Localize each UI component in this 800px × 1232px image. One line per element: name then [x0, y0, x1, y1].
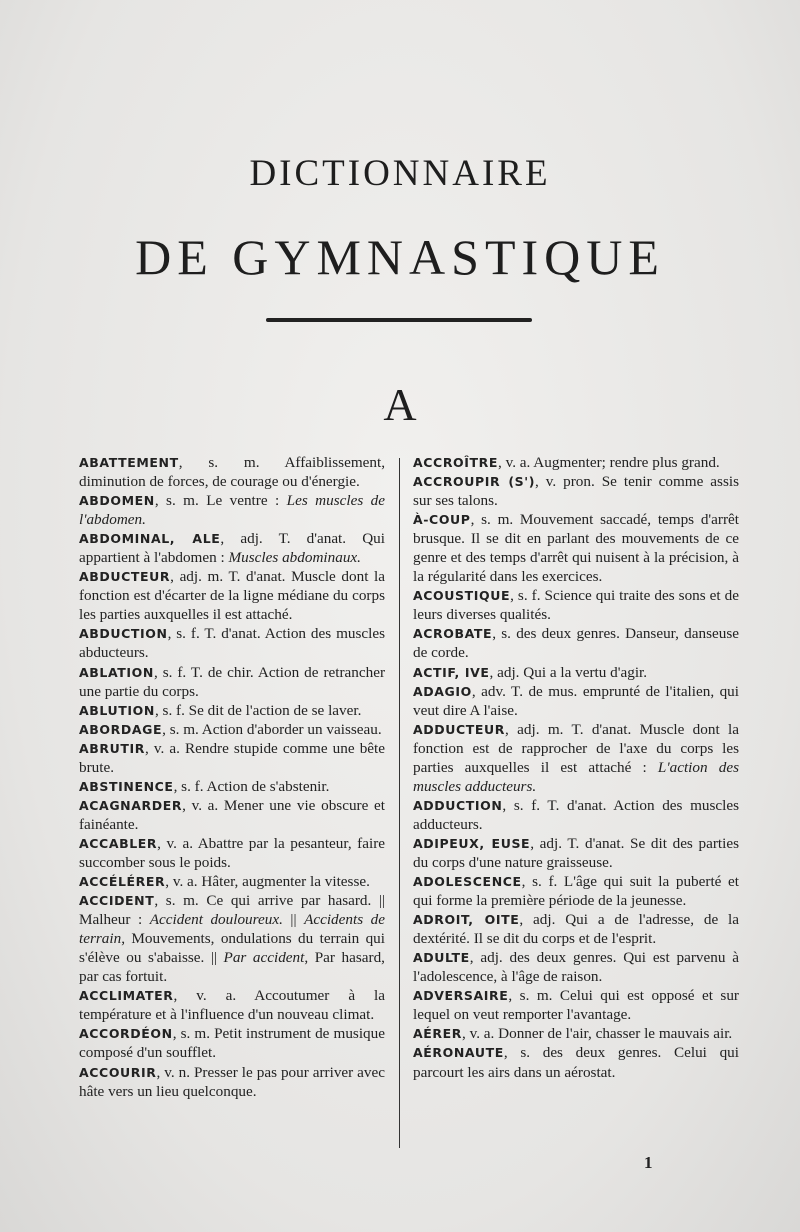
dictionary-entry	[79, 624, 385, 662]
entry-definition: , v. n. Presser le pas pour arriver avec hâte vers un lieu quelconque.	[79, 1063, 385, 1100]
entry-headword: ACCROÎTRE	[413, 455, 499, 470]
dictionary-entry	[79, 453, 385, 491]
dictionary-entry	[413, 948, 739, 986]
dictionary-entry	[413, 472, 739, 510]
entry-definition: , s. f. T. d'anat. Action des muscles abducteurs.	[79, 625, 385, 662]
dictionary-entry	[413, 586, 739, 624]
entry-definition: , s. m. Mouvement saccadé, temps d'arrêt brusque. Il se dit en parlant des mouvements de ce genre et des temps d'arrêt qui nuisent à la précision, à la régularité dans les exercices.	[413, 511, 739, 586]
entry-definition: , adj. Qui a de l'adresse, de la dextérité. Il se dit du corps et de l'esprit.	[413, 911, 740, 948]
entry-headword: ABDUCTEUR	[79, 569, 171, 585]
dictionary-title: DICTIONNAIRE	[249, 153, 551, 194]
entry-headword: À-COUP	[413, 512, 471, 528]
entry-headword: ADIPEUX, EUSE	[413, 835, 531, 851]
entry-headword: ACCLIMATER	[79, 988, 174, 1004]
entry-definition: , s. f. Science qui traite des sons et de leurs diverses qualités.	[413, 587, 739, 624]
entry-definition: , adj. Qui a la vertu d'agir.	[489, 663, 648, 681]
entry-headword: ADDUCTION	[413, 797, 503, 813]
page-number: 1	[644, 1153, 653, 1172]
dictionary-entry	[79, 1024, 385, 1062]
section-letter: A	[383, 379, 417, 430]
entry-headword: ABLUTION	[79, 702, 155, 718]
dictionary-entry	[79, 834, 385, 872]
title-rule	[266, 318, 532, 322]
dictionary-entry	[79, 567, 385, 624]
entry-headword: ABSTINENCE	[79, 778, 174, 794]
entry-example: L'action des muscles adducteurs.	[413, 758, 739, 795]
entry-definition: , s. m. Action d'aborder un vaisseau.	[162, 720, 382, 738]
entry-definition: , v. a. Augmenter; rendre plus grand.	[498, 454, 720, 471]
entry-headword: ADVERSAIRE	[413, 988, 509, 1004]
entry-example: Par accident	[223, 949, 305, 967]
entry-headword: ADDUCTEUR	[413, 721, 505, 737]
entry-headword: ACAGNARDER	[79, 797, 183, 813]
entry-definition: ||	[282, 911, 305, 929]
entry-definition: , s. m. Petit instrument de musique composé d'un soufflet.	[79, 1025, 385, 1062]
entry-definition: , adj. des deux genres. Qui est parvenu à l'adolescence, à l'âge de raison.	[413, 949, 739, 986]
entry-definition: , s. des deux genres. Danseur, danseuse de corde.	[413, 625, 739, 662]
dictionary-entry	[413, 872, 739, 910]
right-column	[413, 453, 739, 1082]
dictionary-entry	[79, 720, 385, 739]
entry-definition: , v. a. Mener une vie obscure et fainéante.	[79, 796, 385, 833]
entry-definition: , s. f. L'âge qui suit la puberté et qui forme la première période de la jeunesse.	[413, 873, 739, 910]
entry-definition: , adj. T. d'anat. Qui appartient à l'abdomen :	[79, 530, 385, 567]
entry-definition: , adv. T. de mus. emprunté de l'italien, qui veut dire A l'aise.	[413, 682, 739, 719]
dictionary-subtitle: DE GYMNASTIQUE	[135, 229, 665, 285]
dictionary-entry	[413, 986, 739, 1024]
entry-definition: , v. a. Accoutumer à la température et à l'influence d'un nouveau climat.	[79, 987, 385, 1024]
entry-example: Accident douloureux.	[149, 911, 283, 929]
dictionary-entry	[79, 739, 385, 777]
entry-definition: , adj. m. T. d'anat. Muscle dont la fonction est d'écarter de la ligne médiane du corps les parties auxquelles il est attaché.	[79, 568, 385, 624]
entry-headword: ACCIDENT	[79, 893, 155, 909]
dictionary-entry	[413, 1024, 739, 1043]
dictionary-entry	[79, 529, 385, 567]
entry-headword: ABORDAGE	[79, 721, 163, 737]
entry-example: Les muscles de l'abdomen.	[79, 492, 385, 529]
left-column	[79, 453, 385, 1101]
dictionary-entry	[79, 701, 385, 720]
entry-example: Muscles abdominaux.	[228, 549, 361, 567]
entry-headword: ADROIT, OITE	[413, 912, 520, 928]
dictionary-entry	[79, 796, 385, 834]
entry-headword: ACOUSTIQUE	[413, 588, 511, 604]
entry-definition: , s. f. Action de s'abstenir.	[173, 777, 330, 795]
entry-headword: ABRUTIR	[79, 740, 145, 756]
entry-headword: ABDOMEN	[79, 493, 155, 509]
dictionary-entry	[413, 720, 739, 796]
dictionary-entry	[79, 891, 385, 986]
entry-definition: , v. pron. Se tenir comme assis sur ses talons.	[413, 473, 739, 510]
entry-headword: ACTIF, IVE	[413, 664, 490, 680]
dictionary-entry	[79, 777, 385, 796]
entry-definition: , s. m. Celui qui est opposé et sur lequel on veut remporter l'avantage.	[413, 987, 739, 1024]
entry-headword: AÉRER	[413, 1026, 463, 1042]
entry-headword: ACCABLER	[79, 835, 158, 851]
dictionary-entry	[79, 663, 385, 701]
entry-definition: , s. f. T. de chir. Action de retrancher une partie du corps.	[79, 663, 385, 700]
entry-definition: , s. des deux genres. Celui qui parcourt les airs dans un aérostat.	[413, 1044, 739, 1081]
entry-definition: , s. f. Se dit de l'action de se laver.	[154, 701, 362, 719]
entry-headword: ADAGIO	[413, 683, 472, 699]
entry-example: Accidents de terrain	[79, 911, 385, 948]
entry-definition: , s. m. Affaiblissement, diminution de forces, de courage ou d'énergie.	[79, 454, 385, 491]
entry-definition: , v. a. Rendre stupide comme une bête brute.	[79, 739, 385, 776]
dictionary-entry	[413, 1043, 739, 1081]
entry-headword: ABLATION	[79, 664, 154, 680]
entry-headword: ADULTE	[413, 950, 470, 966]
entry-headword: AÉRONAUTE	[413, 1045, 504, 1061]
dictionary-entry	[413, 663, 739, 682]
column-divider	[399, 458, 400, 1148]
entry-definition: , s. f. T. d'anat. Action des muscles adducteurs.	[413, 796, 739, 833]
entry-headword: ACCÉLÉRER	[79, 874, 166, 890]
entry-definition: , s. m. Ce qui arrive par hasard. || Malheur :	[79, 892, 385, 929]
dictionary-entry	[413, 510, 739, 586]
dictionary-entry	[413, 624, 739, 662]
entry-headword: ACROBATE	[413, 626, 493, 642]
entry-definition: , adj. T. d'anat. Se dit des parties du corps d'une nature graisseuse.	[413, 834, 739, 871]
entry-definition: , v. a. Donner de l'air, chasser le mauvais air.	[462, 1025, 733, 1043]
dictionary-entry	[79, 986, 385, 1024]
entry-definition: , v. a. Abattre par la pesanteur, faire succomber sous le poids.	[79, 834, 385, 871]
entry-headword: ACCOURIR	[79, 1064, 157, 1080]
entry-definition: , Par hasard, par cas fortuit.	[79, 949, 385, 986]
entry-definition: , Mouvements, ondulations du terrain qui s'élève ou s'abaisse. ||	[79, 930, 385, 967]
entry-headword: ABDOMINAL, ALE	[79, 531, 221, 547]
entry-definition: , v. a. Hâter, augmenter la vitesse.	[165, 873, 370, 891]
dictionary-entry	[79, 491, 385, 529]
entry-headword: ABATTEMENT	[79, 455, 179, 470]
entry-headword: ABDUCTION	[79, 626, 168, 642]
dictionary-entry	[79, 872, 385, 891]
dictionary-entry	[413, 834, 739, 872]
dictionary-entry	[413, 910, 739, 948]
dictionary-entry	[413, 453, 739, 472]
entry-definition: , adj. m. T. d'anat. Muscle dont la fonction est de rapprocher de l'axe du corps les parties auxquelles il est attaché :	[413, 720, 739, 776]
dictionary-entry	[79, 1063, 385, 1101]
entry-headword: ADOLESCENCE	[413, 874, 522, 890]
entry-headword: ACCROUPIR (S')	[413, 474, 536, 490]
entry-definition: , s. m. Le ventre :	[154, 492, 287, 510]
entry-headword: ACCORDÉON	[79, 1026, 173, 1042]
dictionary-entry	[413, 682, 739, 720]
dictionary-entry	[413, 796, 739, 834]
